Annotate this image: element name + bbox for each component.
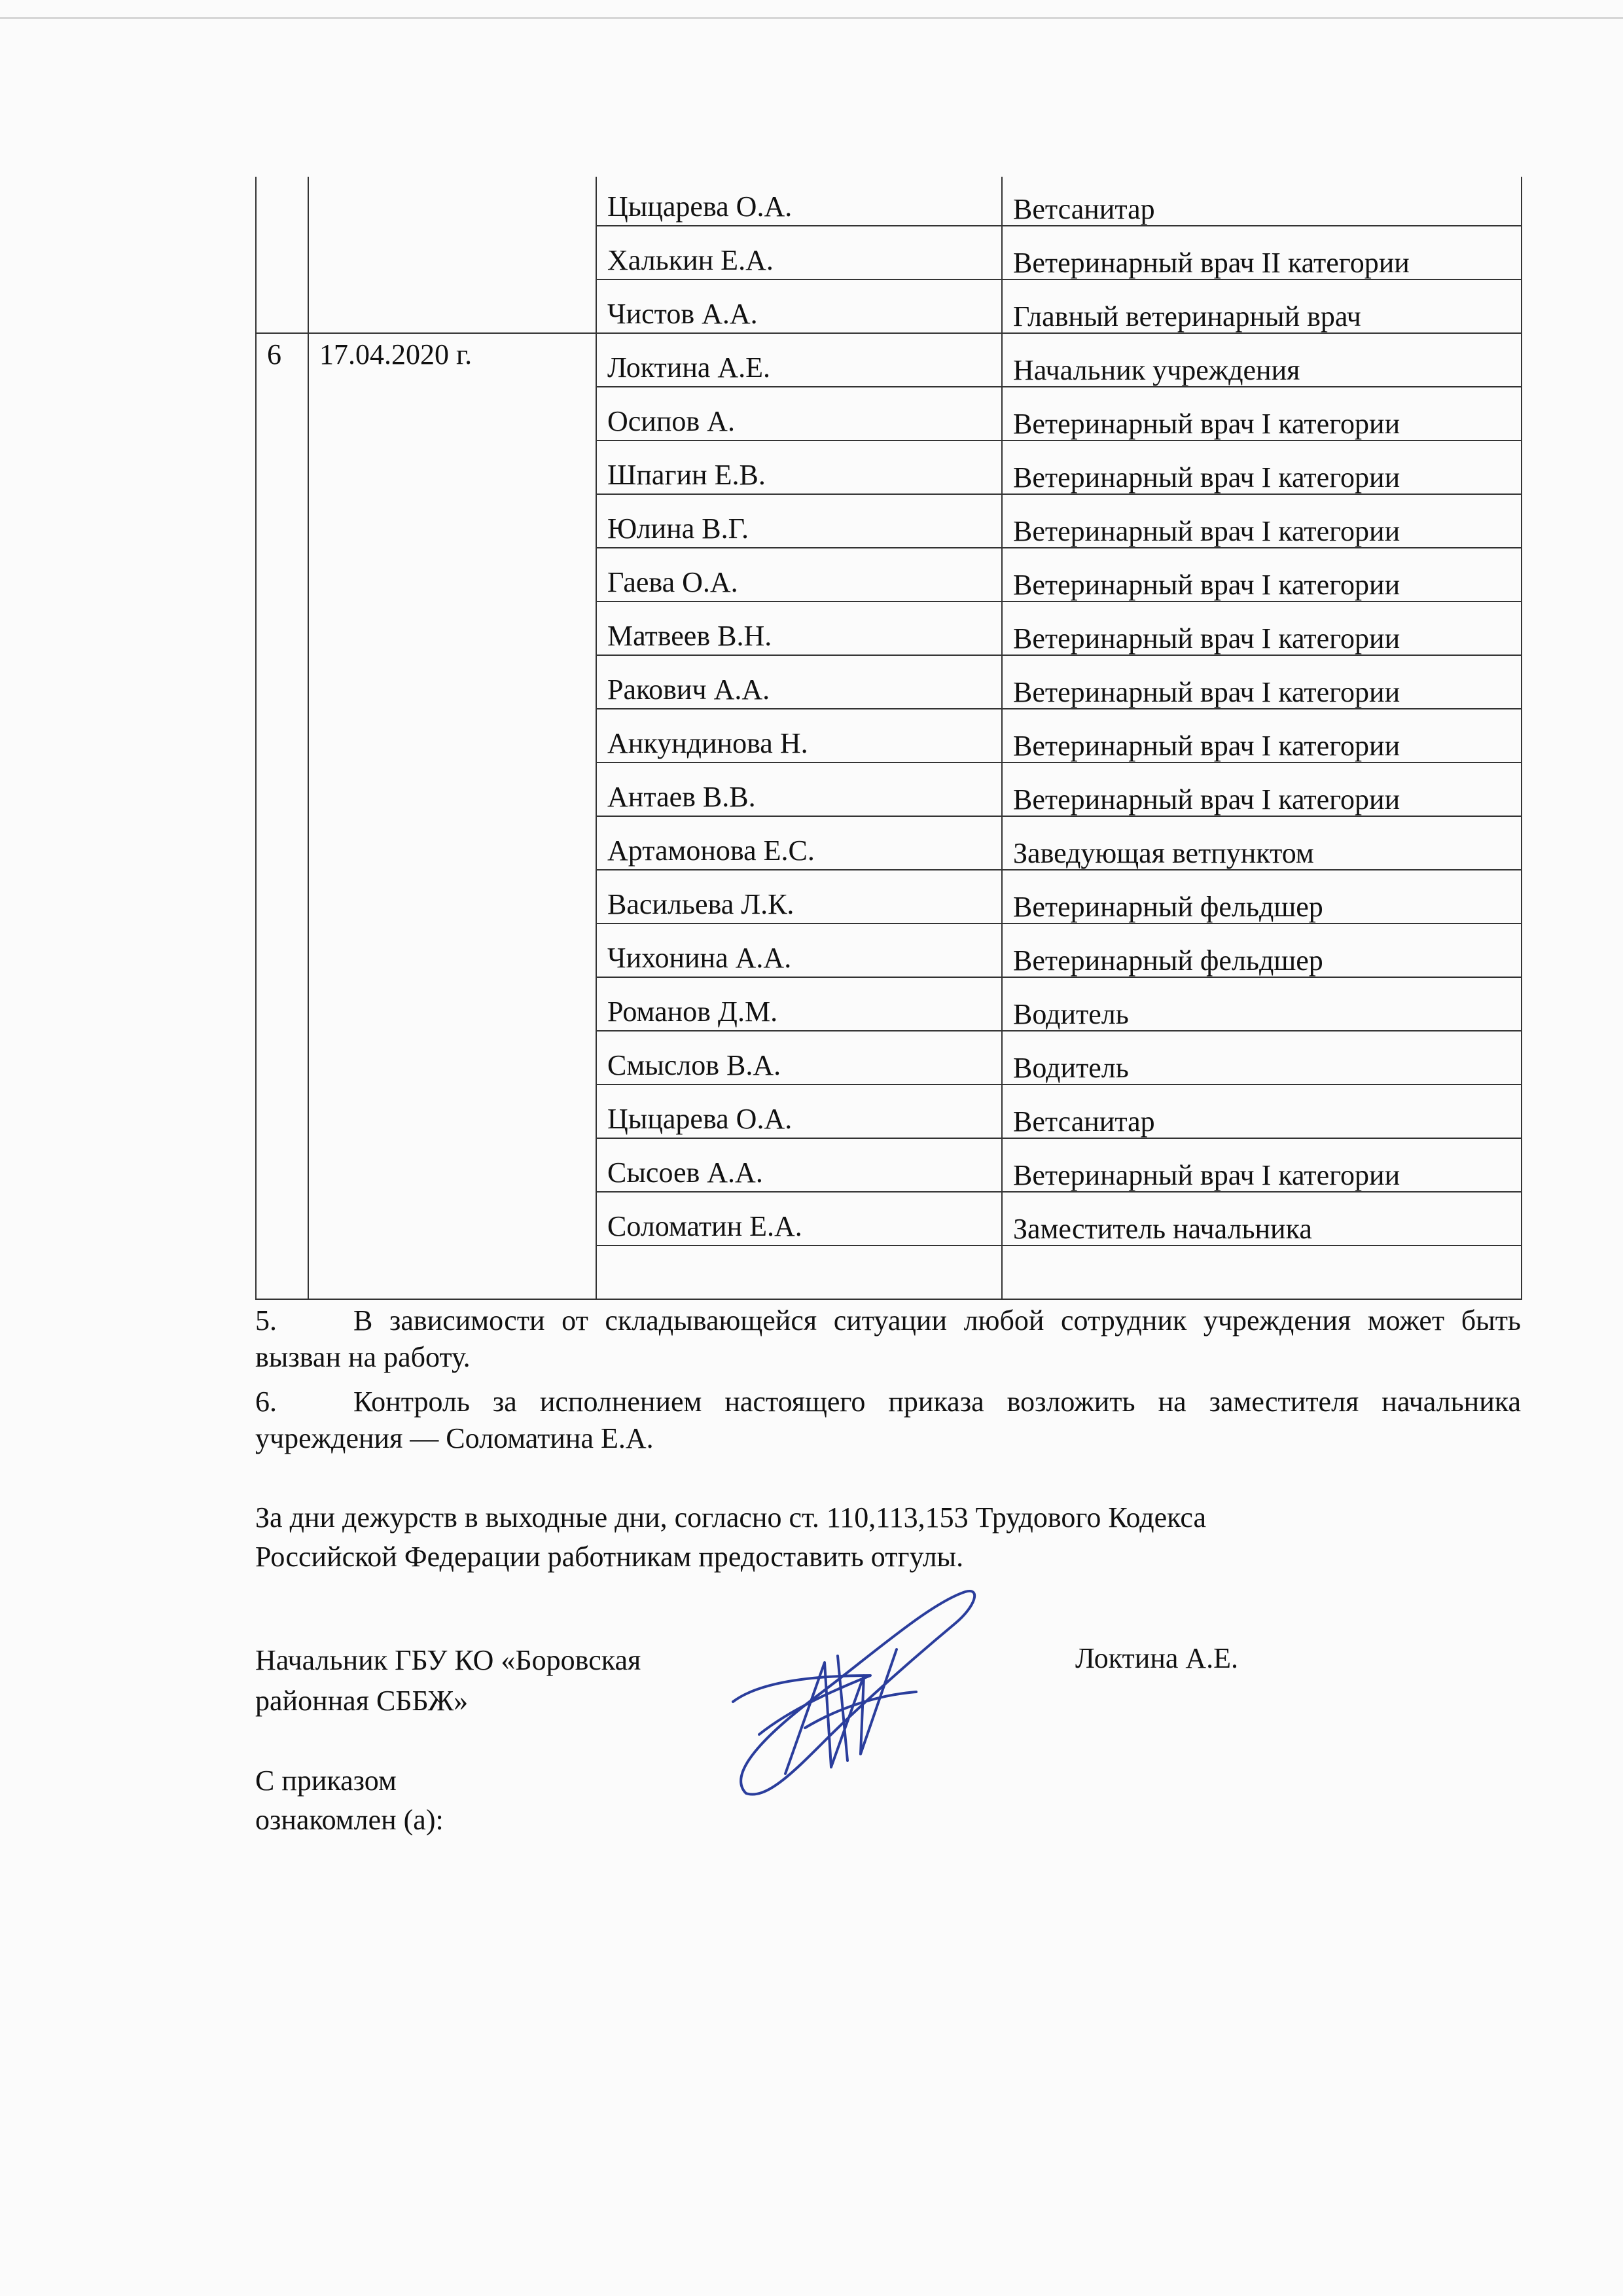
item-number: 6. — [255, 1386, 277, 1418]
employee-position-cell — [1002, 1246, 1522, 1299]
employee-position-cell: Ветеринарный врач I категории — [1002, 387, 1522, 440]
item-text: В зависимости от складывающейся ситуации любой сотрудник учреждения может быть вызван на работу. — [255, 1304, 1521, 1373]
item-number: 5. — [255, 1304, 277, 1336]
employee-name-cell: Антаев В.В. — [596, 762, 1002, 816]
employee-position-cell: Ветеринарный врач I категории — [1002, 655, 1522, 709]
employee-position-cell: Ветсанитар — [1002, 1085, 1522, 1138]
table-row — [256, 177, 1522, 226]
employee-position-cell: Ветеринарный врач I категории — [1002, 440, 1522, 494]
employee-name-cell: Чихонина А.А. — [596, 924, 1002, 977]
employee-name-cell — [596, 1246, 1002, 1299]
employee-name-cell: Матвеев В.Н. — [596, 601, 1002, 655]
acknowledgement-line-2: ознакомлен (а): — [255, 1804, 444, 1836]
employee-name-cell: Юлина В.Г. — [596, 494, 1002, 548]
compensation-line-1: За дни дежурств в выходные дни, согласно ст. 110,113,153 Трудового Кодекса — [255, 1501, 1207, 1534]
employee-name-cell: Артамонова Е.С. — [596, 816, 1002, 870]
item-5 — [255, 1302, 1521, 1376]
signatory-name: Локтина А.Е. — [1075, 1642, 1239, 1674]
item-6 — [255, 1384, 1521, 1457]
employee-position-cell: Водитель — [1002, 1031, 1522, 1085]
signatory-title-line-1: Начальник ГБУ КО «Боровская — [255, 1644, 641, 1676]
duty-date-cell: 17.04.2020 г. — [308, 333, 596, 1299]
employee-position-cell: Водитель — [1002, 977, 1522, 1031]
employee-name-cell: Шпагин Е.В. — [596, 440, 1002, 494]
employee-position-cell: Ветеринарный врач I категории — [1002, 548, 1522, 601]
employee-position-cell: Начальник учреждения — [1002, 333, 1522, 387]
employee-name-cell: Ракович А.А. — [596, 655, 1002, 709]
employee-name-cell: Халькин Е.А. — [596, 226, 1002, 279]
group-number-cell: 6 — [256, 333, 308, 1299]
number-cell — [256, 177, 308, 333]
duty-schedule-table — [255, 177, 1522, 1300]
scan-edge — [0, 17, 1623, 19]
employee-name-cell: Васильева Л.К. — [596, 870, 1002, 924]
employee-position-cell: Заместитель начальника — [1002, 1192, 1522, 1246]
employee-position-cell: Ветеринарный врач I категории — [1002, 762, 1522, 816]
acknowledgement-line-1: С приказом — [255, 1765, 397, 1797]
employee-position-cell: Ветеринарный фельдшер — [1002, 870, 1522, 924]
employee-name-cell: Цыцарева О.А. — [596, 177, 1002, 226]
employee-position-cell: Ветеринарный врач I категории — [1002, 709, 1522, 762]
employee-position-cell: Ветеринарный фельдшер — [1002, 924, 1522, 977]
item-text: Контроль за исполнением настоящего приказа возложить на заместителя начальника учреждения — Соломатина Е.А. — [255, 1386, 1521, 1454]
employee-name-cell: Гаева О.А. — [596, 548, 1002, 601]
employee-name-cell: Цыцарева О.А. — [596, 1085, 1002, 1138]
employee-name-cell: Смыслов В.А. — [596, 1031, 1002, 1085]
employee-position-cell: Ветсанитар — [1002, 177, 1522, 226]
table-row — [256, 333, 1522, 387]
date-cell — [308, 177, 596, 333]
employee-name-cell: Чистов А.А. — [596, 279, 1002, 333]
employee-position-cell: Заведующая ветпунктом — [1002, 816, 1522, 870]
employee-position-cell: Главный ветеринарный врач — [1002, 279, 1522, 333]
employee-position-cell: Ветеринарный врач I категории — [1002, 494, 1522, 548]
employee-name-cell: Анкундинова Н. — [596, 709, 1002, 762]
compensation-line-2: Российской Федерации работникам предоставить отгулы. — [255, 1541, 964, 1573]
employee-position-cell: Ветеринарный врач I категории — [1002, 601, 1522, 655]
handwritten-signature — [707, 1577, 982, 1813]
employee-position-cell: Ветеринарный врач I категории — [1002, 1138, 1522, 1192]
employee-name-cell: Сысоев А.А. — [596, 1138, 1002, 1192]
employee-name-cell: Соломатин Е.А. — [596, 1192, 1002, 1246]
employee-position-cell: Ветеринарный врач II категории — [1002, 226, 1522, 279]
employee-name-cell: Осипов А. — [596, 387, 1002, 440]
signatory-title-line-2: районная СББЖ» — [255, 1685, 469, 1717]
employee-name-cell: Романов Д.М. — [596, 977, 1002, 1031]
employee-name-cell: Локтина А.Е. — [596, 333, 1002, 387]
